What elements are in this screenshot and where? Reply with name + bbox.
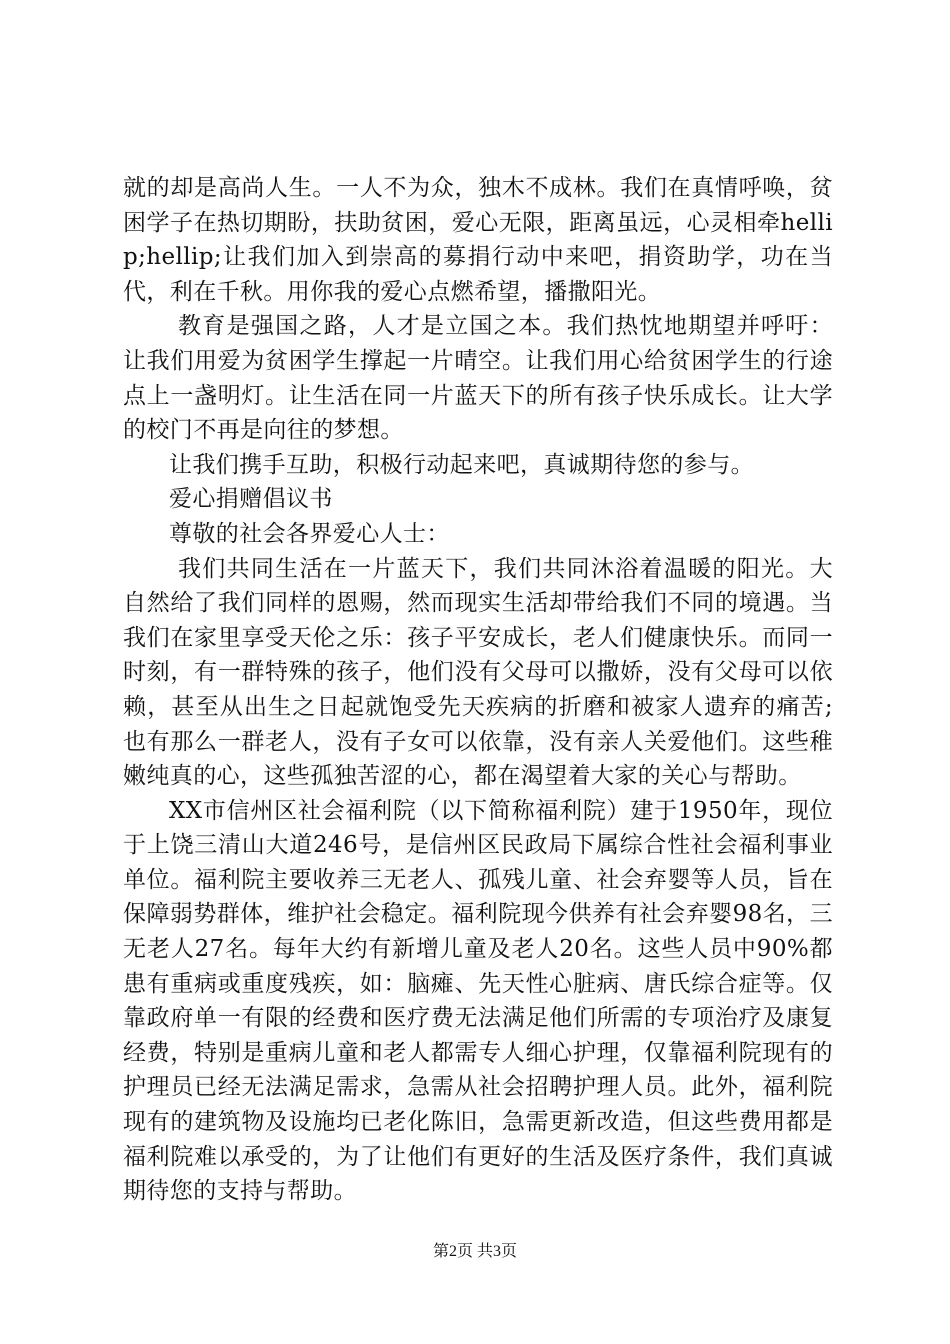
paragraph-continuation: 就的却是高尚人生。一人不为众，独木不成林。我们在真情呼唤，贫困学子在热切期盼，扶助贫困，爱心无限，距离虽远，心灵相牵hellip;hellip;让我们加入到崇高的募捐行动中来吧，捐资助学，功在当代，利在千秋。用你我的爱心点燃希望，播撒阳光。 <box>123 175 833 305</box>
paragraph-welfare-home: XX市信州区社会福利院（以下简称福利院）建于1950年，现位于上饶三清山大道246号，是信州区民政局下属综合性社会福利事业单位。福利院主要收养三无老人、孤残儿童、社会弃婴等人员，旨在保障弱势群体，维护社会稳定。福利院现今供养有社会弃婴98名，三无老人27名。每年大约有新增儿童及老人20名。这些人员中90%都患有重病或重度残疾，如：脑瘫、先天性心脏病、唐氏综合症等。仅靠政府单一有限的经费和医疗费无法满足他们所需的专项治疗及康复经费，特别是重病儿童和老人都需专人细心护理，仅靠福利院现有的护理员已经无法满足需求，急需从社会招聘护理人员。此外，福利院现有的建筑物及设施均已老化陈旧，急需更新改造，但这些费用都是福利院难以承受的，为了让他们有更好的生活及医疗条件，我们真诚期待您的支持与帮助。 <box>123 797 833 1205</box>
section-title: 爱心捐赠倡议书 <box>169 486 333 513</box>
paragraph-call-to-action: 让我们携手互助，积极行动起来吧，真诚期待您的参与。 <box>169 451 754 478</box>
paragraph-education: 教育是强国之路，人才是立国之本。我们热忱地期望并呼吁：让我们用爱为贫困学生撑起一片晴空。让我们用心给贫困学生的行途点上一盏明灯。让生活在同一片蓝天下的所有孩子快乐成长。让大学的校门不再是向往的梦想。 <box>123 313 833 444</box>
paragraph-intro: 我们共同生活在一片蓝天下，我们共同沐浴着温暖的阳光。大自然给了我们同样的恩赐，然而现实生活却带给我们不同的境遇。当我们在家里享受天伦之乐：孩子平安成长，老人们健康快乐。而同一时刻，有一群特殊的孩子，他们没有父母可以撒娇，没有父母可以依赖，甚至从出生之日起就饱受先天疾病的折磨和被家人遗弃的痛苦;也有那么一群老人，没有子女可以依靠，没有亲人关爱他们。这些稚嫩纯真的心，这些孤独苦涩的心，都在渴望着大家的关心与帮助。 <box>123 555 833 790</box>
page-indicator: 第2页 共3页 <box>432 1243 517 1260</box>
salutation: 尊敬的社会各界爱心人士： <box>169 520 450 547</box>
document-body <box>123 171 833 1209</box>
